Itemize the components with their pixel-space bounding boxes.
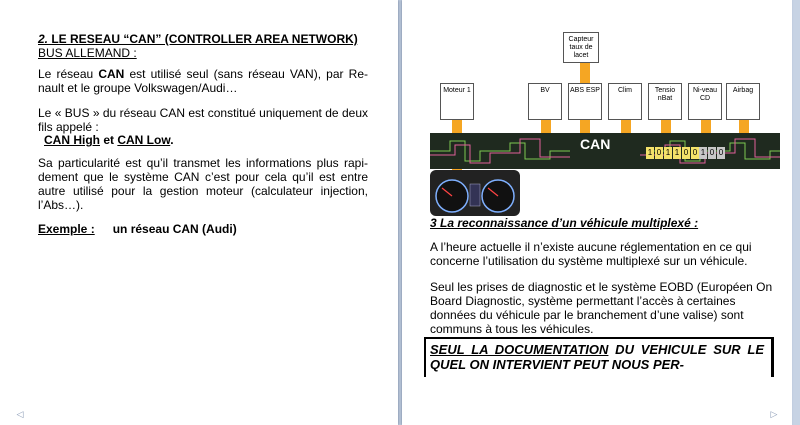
gauges-icon bbox=[430, 170, 520, 216]
scroll-right-icon[interactable]: ▷ bbox=[770, 410, 778, 420]
paragraph-3: Sa particularité est qu’il transmet les informations plus rapi-dement que le système CAN c’est pour cela qu’il est entre autre utilisé pour la gestion moteur (calculateur injection, l’Abs…). bbox=[38, 156, 368, 212]
bit-cell: 0 bbox=[718, 148, 724, 157]
example-label: Exemple : bbox=[38, 222, 95, 236]
bit-cell: 0 bbox=[709, 148, 715, 157]
connector-clim bbox=[621, 120, 631, 133]
connector-abs bbox=[580, 120, 590, 133]
highlight-rest: DU VEHICULE SUR LE QUEL ON INTERVIENT PEUT NOUS PER- bbox=[430, 342, 765, 372]
bit-cell: 1 bbox=[674, 148, 680, 157]
bit-cell: 1 bbox=[700, 148, 706, 157]
node-moteur: Moteur 1 bbox=[440, 83, 474, 120]
node-abs: ABS ESP bbox=[568, 83, 602, 120]
can-bus bbox=[430, 133, 780, 169]
section-3-heading: 3 La reconnaissance d’un véhicule multiplexé : bbox=[430, 216, 699, 230]
paragraph-1 bbox=[38, 67, 368, 95]
node-clim: Clim bbox=[608, 83, 642, 120]
p1-b: CAN bbox=[98, 67, 125, 81]
paragraph-2: Le « BUS » du réseau CAN est constitué uniquement de deux fils appelé : bbox=[38, 106, 368, 134]
can-high: CAN High bbox=[44, 133, 100, 147]
left-page bbox=[0, 0, 398, 425]
bus-label: CAN bbox=[580, 136, 611, 152]
bit-cell: 0 bbox=[683, 148, 689, 157]
bit-cell: 1 bbox=[647, 148, 653, 157]
node-airbag: Airbag bbox=[726, 83, 760, 120]
node-niveau: Ni-veau CD bbox=[688, 83, 722, 120]
highlight-box bbox=[424, 337, 774, 377]
connector-niveau bbox=[701, 120, 711, 133]
connector-airbag bbox=[739, 120, 749, 133]
instrument-cluster bbox=[430, 170, 520, 216]
connector-capteur bbox=[580, 63, 590, 83]
bit-cell: 0 bbox=[692, 148, 698, 157]
right-paragraph-2: Seul les prises de diagnostic et le système EOBD (Européen On Board Diagnostic, système permettant l’accès à certaines données du véhicule par le branchement d’une valise) sont communs à tous les véhicules. bbox=[430, 280, 773, 336]
highlight-text bbox=[430, 342, 764, 372]
node-bv: BV bbox=[528, 83, 562, 120]
section-heading bbox=[38, 32, 368, 46]
can-dot: . bbox=[170, 133, 174, 147]
scroll-left-icon[interactable]: ◁ bbox=[16, 410, 24, 420]
heading-line1: LE RESEAU “CAN” (CONTROLLER AREA NETWORK) bbox=[48, 32, 358, 46]
example-line bbox=[38, 222, 368, 236]
can-wires bbox=[44, 133, 364, 147]
right-paragraph-1: A l’heure actuelle il n’existe aucune réglementation en ce qui concerne l’utilisation du système multiplexé sur un véhicule. bbox=[430, 240, 752, 268]
bit-cell: 0 bbox=[656, 148, 662, 157]
can-low: CAN Low bbox=[117, 133, 171, 147]
example-text: un réseau CAN (Audi) bbox=[112, 222, 237, 236]
highlight-underlined: SEUL LA DOCUMENTATION bbox=[430, 342, 609, 357]
can-and: et bbox=[100, 133, 118, 147]
p1-a: Le réseau bbox=[38, 67, 99, 81]
p1-c: est utilisé seul (sans réseau VAN), par Re-nault et le groupe Volkswagen/Audi… bbox=[38, 67, 368, 95]
connector-bv bbox=[541, 120, 551, 133]
heading-line2: BUS ALLEMAND : bbox=[38, 46, 137, 60]
heading-number: 2. bbox=[38, 32, 49, 46]
connector-moteur bbox=[452, 120, 462, 133]
connector-tension bbox=[661, 120, 671, 133]
bit-cell: 1 bbox=[665, 148, 671, 157]
node-capteur: Capteur taux de lacet bbox=[563, 32, 599, 63]
node-tension: Tensio nBat bbox=[648, 83, 682, 120]
